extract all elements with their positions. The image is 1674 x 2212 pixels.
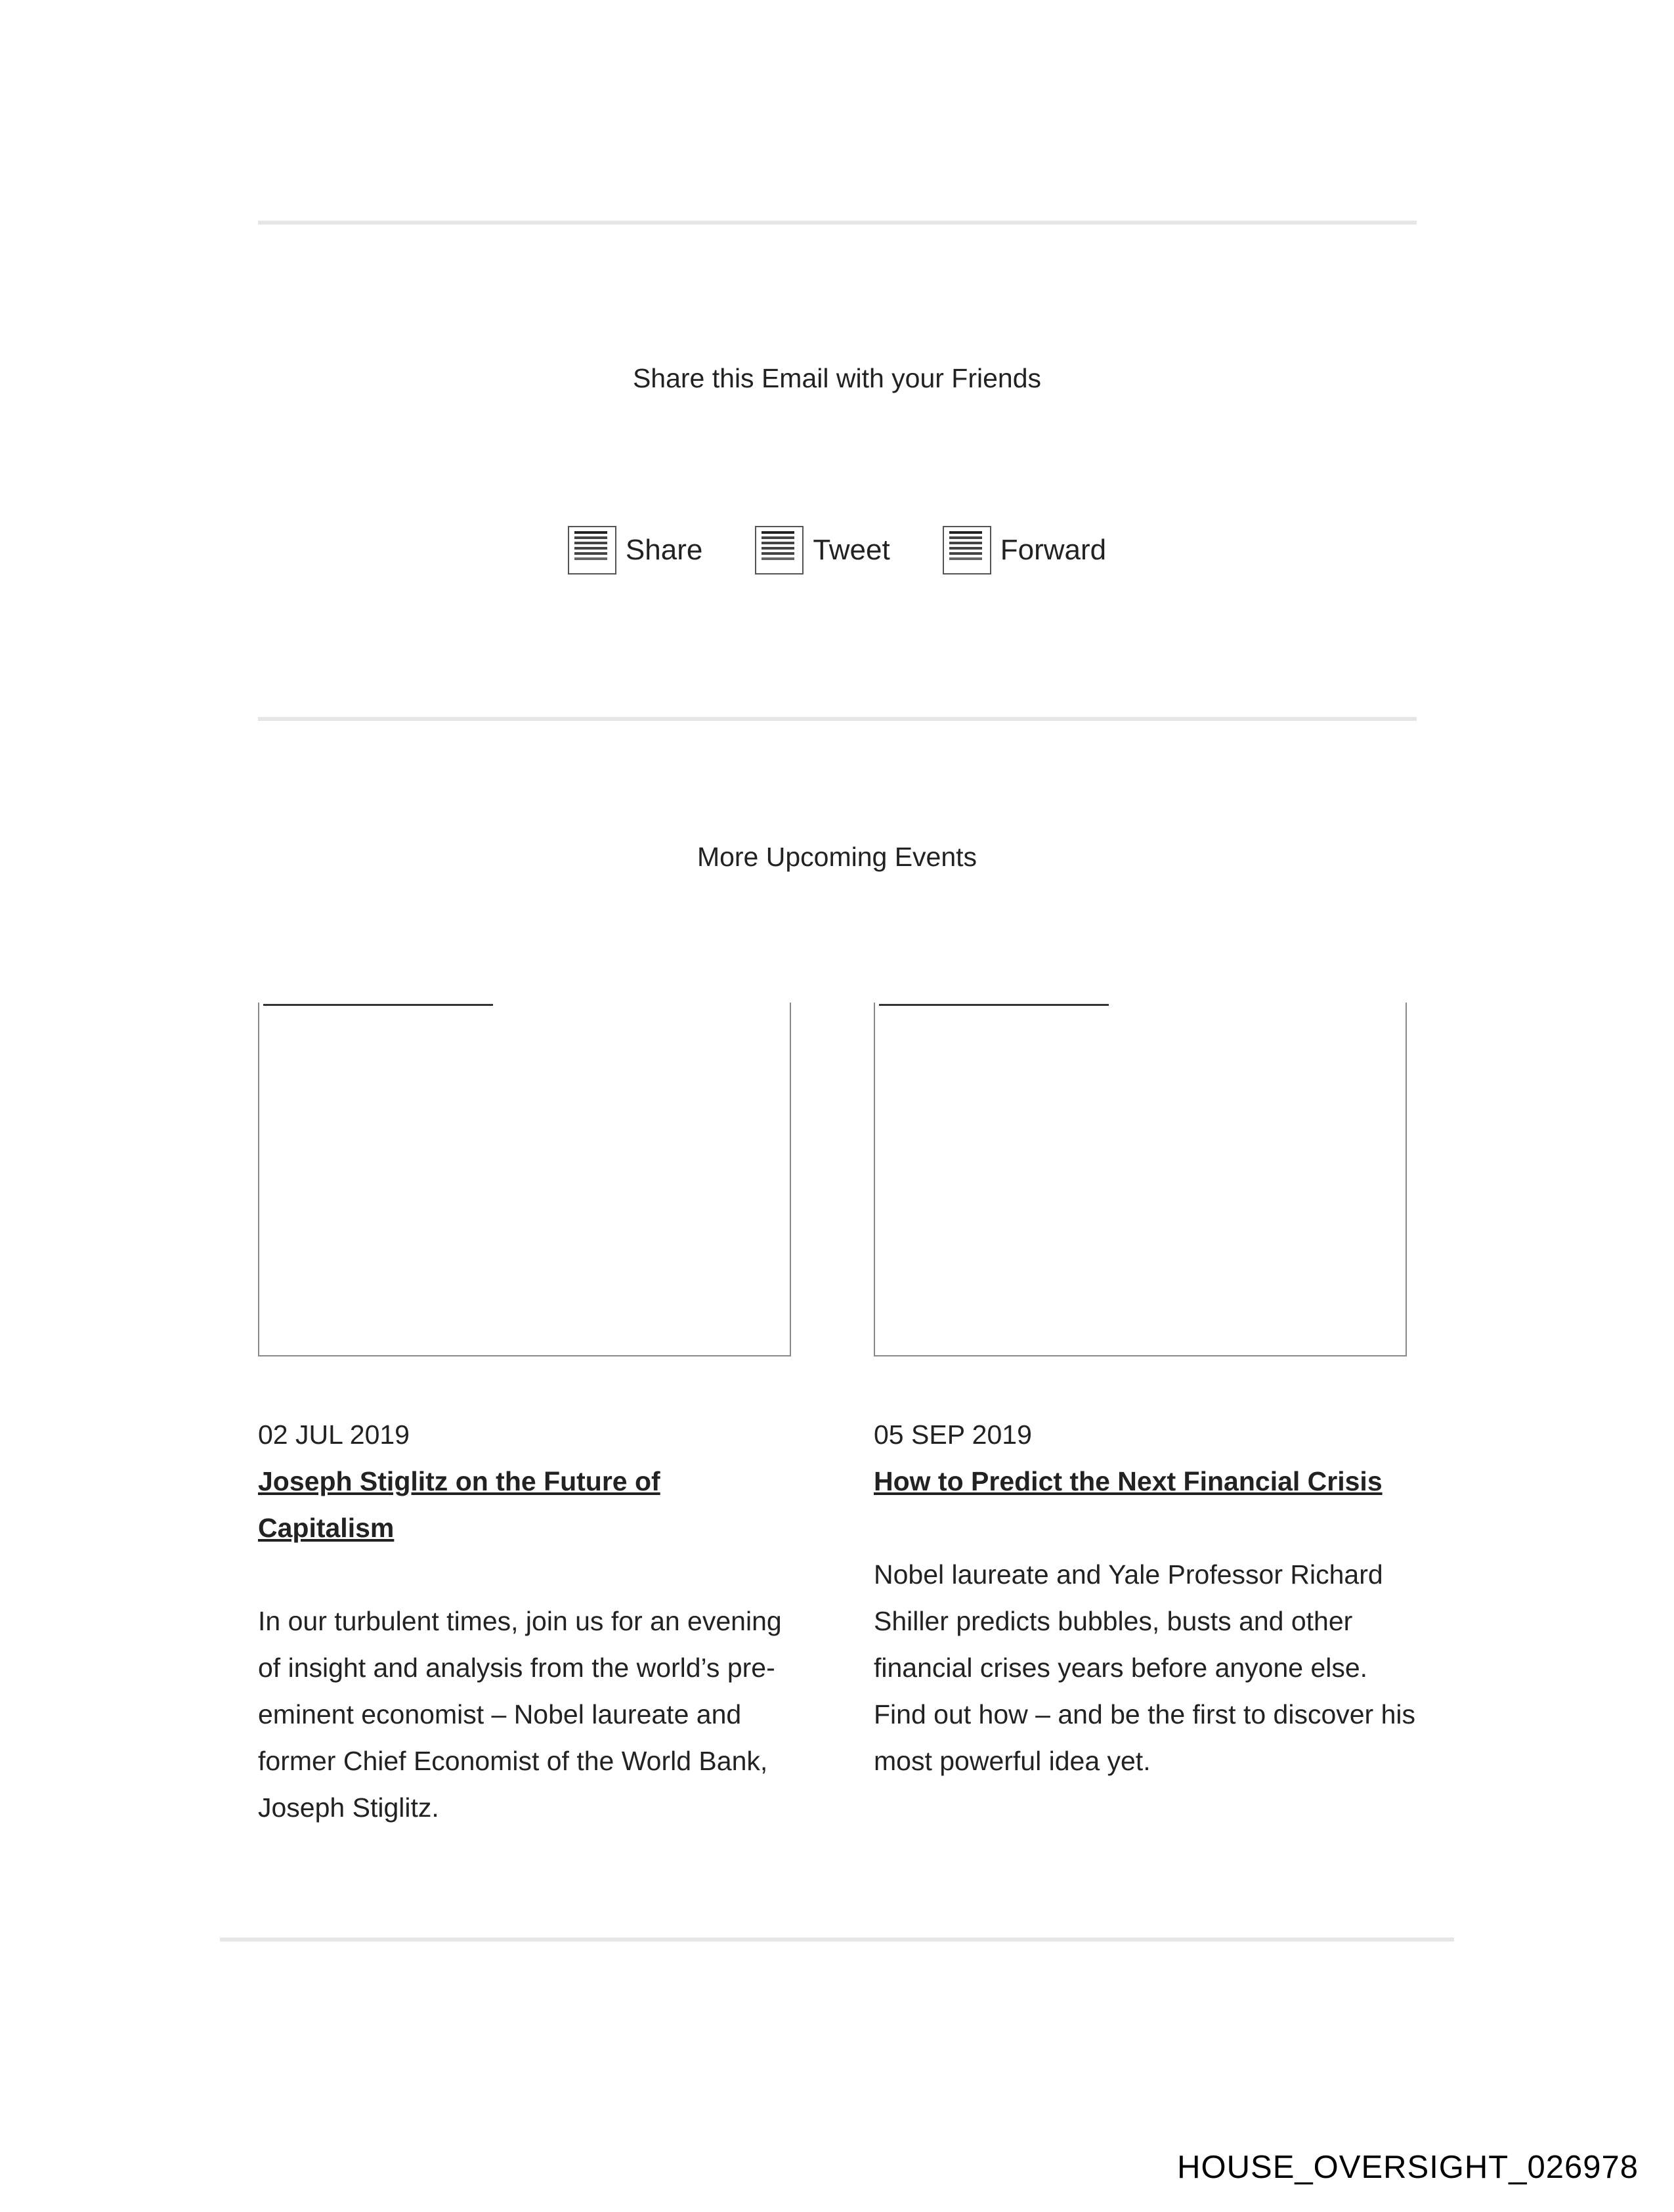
broken-image-icon	[943, 526, 991, 575]
tweet-button[interactable]	[755, 524, 890, 576]
event-card-1	[258, 1412, 803, 1831]
divider-top	[258, 221, 1417, 225]
divider-bottom	[220, 1938, 1454, 1941]
share-button-label: Share	[625, 534, 703, 566]
share-buttons	[0, 524, 1674, 576]
event-description: Nobel laureate and Yale Professor Richard Shiller predicts bubbles, busts and other financial crises years before anyone else. Find out how – and be the first to discover his most powerful idea yet.	[874, 1559, 1416, 1776]
forward-button-label: Forward	[1000, 534, 1107, 566]
event-card-2	[874, 1412, 1419, 1785]
event-title-link[interactable]: How to Predict the Next Financial Crisis	[874, 1466, 1383, 1496]
event-date: 05 SEP 2019	[874, 1420, 1032, 1450]
document-id: HOUSE_OVERSIGHT_026978	[1177, 2150, 1639, 2185]
broken-image-icon	[755, 526, 804, 575]
tweet-button-label: Tweet	[813, 534, 890, 566]
event-date: 02 JUL 2019	[258, 1420, 410, 1450]
event-description: In our turbulent times, join us for an evening of insight and analysis from the world’s pre-eminent economist – Nobel laureate and former Chief Economist of the World Bank, Joseph Stiglitz.	[258, 1606, 782, 1823]
events-heading: More Upcoming Events	[697, 842, 977, 872]
share-button[interactable]	[568, 524, 702, 576]
forward-button[interactable]	[943, 524, 1106, 576]
event-image-1[interactable]	[258, 1003, 791, 1356]
share-heading: Share this Email with your Friends	[632, 363, 1042, 393]
event-image-2[interactable]	[874, 1003, 1407, 1356]
broken-image-icon	[568, 526, 616, 575]
divider-middle	[258, 717, 1417, 721]
event-title-link[interactable]: Joseph Stiglitz on the Future of Capitalism	[258, 1466, 660, 1543]
